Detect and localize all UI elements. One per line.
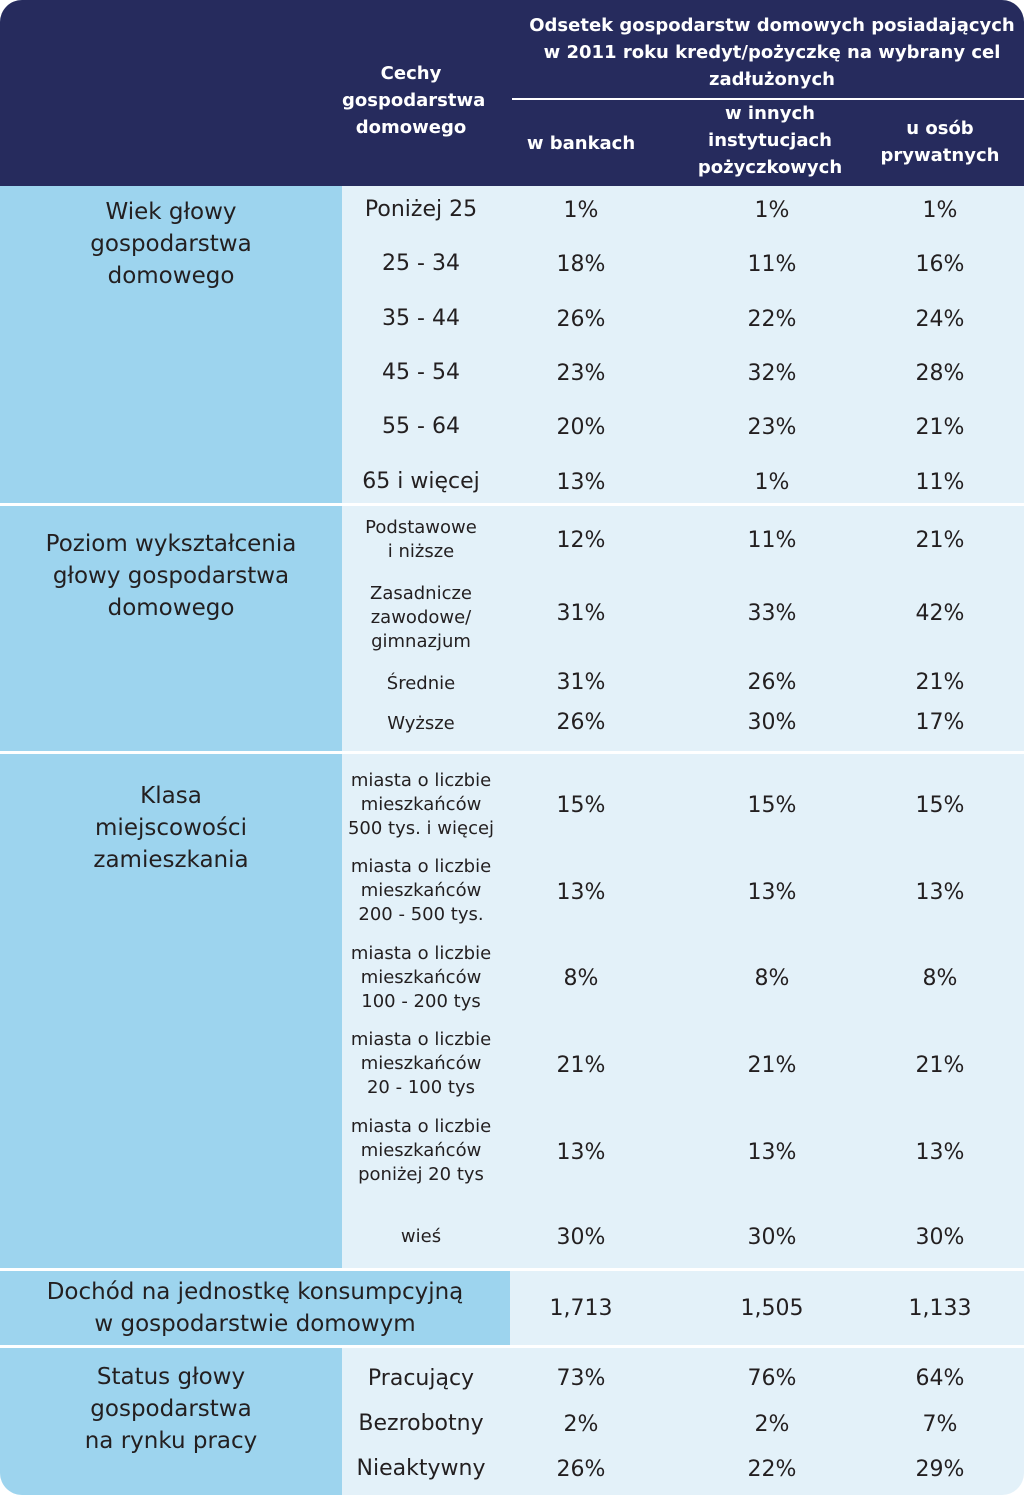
- value-private: 21%: [915, 670, 965, 695]
- row-label: 45 - 54: [382, 360, 460, 385]
- row-label: Pracujący: [367, 1366, 475, 1391]
- column-header-other-institutions: w innych instytucjach pożyczkowych: [697, 103, 843, 178]
- value-other: 21%: [747, 1053, 797, 1078]
- row-label: Zasadnicze zawodowe/ gimnazjum: [369, 583, 473, 652]
- value-banks: 15%: [556, 793, 606, 818]
- value-other: 8%: [754, 966, 790, 991]
- category-age: Wiek głowy gospodarstwa domowego: [90, 199, 252, 289]
- characteristic-column-header: Cechy gospodarstwa domowego: [342, 63, 486, 138]
- row-label: Nieaktywny: [356, 1456, 486, 1481]
- value-other: 15%: [747, 793, 797, 818]
- value-other: 32%: [747, 361, 797, 386]
- value-private: 42%: [915, 601, 965, 626]
- value-banks: 13%: [556, 1140, 606, 1165]
- table-header: [0, 0, 1024, 186]
- value-private: 1,133: [908, 1296, 972, 1321]
- value-private: 1%: [922, 198, 958, 223]
- row-label: wieś: [400, 1226, 442, 1247]
- value-banks: 73%: [556, 1366, 606, 1391]
- value-banks: 1,713: [549, 1296, 613, 1321]
- value-private: 28%: [915, 361, 965, 386]
- row-label: miasta o liczbie mieszkańców 200 - 500 tys.: [350, 856, 492, 925]
- value-private: 16%: [915, 252, 965, 277]
- row-label: Wyższe: [387, 713, 455, 734]
- value-private: 24%: [915, 307, 965, 332]
- row-label: miasta o liczbie mieszkańców 100 - 200 tys: [350, 943, 492, 1012]
- category-education: Poziom wykształcenia głowy gospodarstwa domowego: [45, 531, 297, 621]
- value-other: 22%: [747, 307, 797, 332]
- value-banks: 26%: [556, 710, 606, 735]
- value-private: 64%: [915, 1366, 965, 1391]
- row-label: 65 i więcej: [362, 469, 480, 494]
- row-label: miasta o liczbie mieszkańców poniżej 20 tys: [350, 1116, 492, 1185]
- value-other: 26%: [747, 670, 797, 695]
- value-banks: 20%: [556, 415, 606, 440]
- value-private: 29%: [915, 1457, 965, 1482]
- value-other: 2%: [754, 1412, 790, 1437]
- value-other: 1%: [754, 198, 790, 223]
- value-banks: 1%: [563, 198, 599, 223]
- value-private: 13%: [915, 1140, 965, 1165]
- value-other: 22%: [747, 1457, 797, 1482]
- row-label: Poniżej 25: [364, 197, 478, 222]
- value-other: 76%: [747, 1366, 797, 1391]
- value-banks: 12%: [556, 528, 606, 553]
- row-label: miasta o liczbie mieszkańców 20 - 100 tys: [350, 1029, 492, 1098]
- value-banks: 2%: [563, 1412, 599, 1437]
- value-private: 21%: [915, 415, 965, 440]
- value-banks: 31%: [556, 601, 606, 626]
- category-status: Status głowy gospodarstwa na rynku pracy: [84, 1364, 258, 1454]
- value-other: 33%: [747, 601, 797, 626]
- value-banks: 13%: [556, 880, 606, 905]
- row-label: 55 - 64: [382, 414, 460, 439]
- value-other: 30%: [747, 1225, 797, 1250]
- value-banks: 21%: [556, 1053, 606, 1078]
- section-divider: [0, 751, 1024, 754]
- row-label: Średnie: [386, 673, 456, 694]
- value-private: 8%: [922, 966, 958, 991]
- value-other: 23%: [747, 415, 797, 440]
- group-title: Odsetek gospodarstw domowych posiadających w 2011 roku kredyt/pożyczkę na wybrany cel zadłużonych: [529, 15, 1015, 90]
- section-divider: [0, 1345, 1024, 1348]
- category-place: Klasa miejscowości zamieszkania: [93, 783, 249, 873]
- value-private: 30%: [915, 1225, 965, 1250]
- value-banks: 8%: [563, 966, 599, 991]
- value-private: 7%: [922, 1412, 958, 1437]
- value-banks: 31%: [556, 670, 606, 695]
- value-banks: 13%: [556, 470, 606, 495]
- column-header-banks: w bankach: [526, 133, 636, 154]
- category-income: Dochód na jednostkę konsumpcyjną w gospodarstwie domowym: [46, 1279, 464, 1337]
- value-other: 13%: [747, 1140, 797, 1165]
- value-banks: 30%: [556, 1225, 606, 1250]
- value-banks: 23%: [556, 361, 606, 386]
- value-other: 1%: [754, 470, 790, 495]
- value-other: 11%: [747, 528, 797, 553]
- row-label: 25 - 34: [382, 251, 460, 276]
- value-other: 13%: [747, 880, 797, 905]
- value-banks: 26%: [556, 307, 606, 332]
- value-other: 11%: [747, 252, 797, 277]
- value-other: 30%: [747, 710, 797, 735]
- value-private: 21%: [915, 1053, 965, 1078]
- value-private: 13%: [915, 880, 965, 905]
- section-divider: [0, 1268, 1024, 1271]
- value-other: 1,505: [740, 1296, 804, 1321]
- value-private: 17%: [915, 710, 965, 735]
- row-label: 35 - 44: [382, 306, 460, 331]
- row-label: Bezrobotny: [358, 1411, 484, 1436]
- row-label: miasta o liczbie mieszkańców 500 tys. i więcej: [347, 770, 495, 839]
- value-private: 11%: [915, 470, 965, 495]
- section-divider: [0, 503, 1024, 506]
- column-header-private: u osób prywatnych: [880, 118, 1000, 166]
- row-label: Podstawowe i niższe: [365, 517, 477, 562]
- value-banks: 18%: [556, 252, 606, 277]
- value-banks: 26%: [556, 1457, 606, 1482]
- value-private: 21%: [915, 528, 965, 553]
- value-private: 15%: [915, 793, 965, 818]
